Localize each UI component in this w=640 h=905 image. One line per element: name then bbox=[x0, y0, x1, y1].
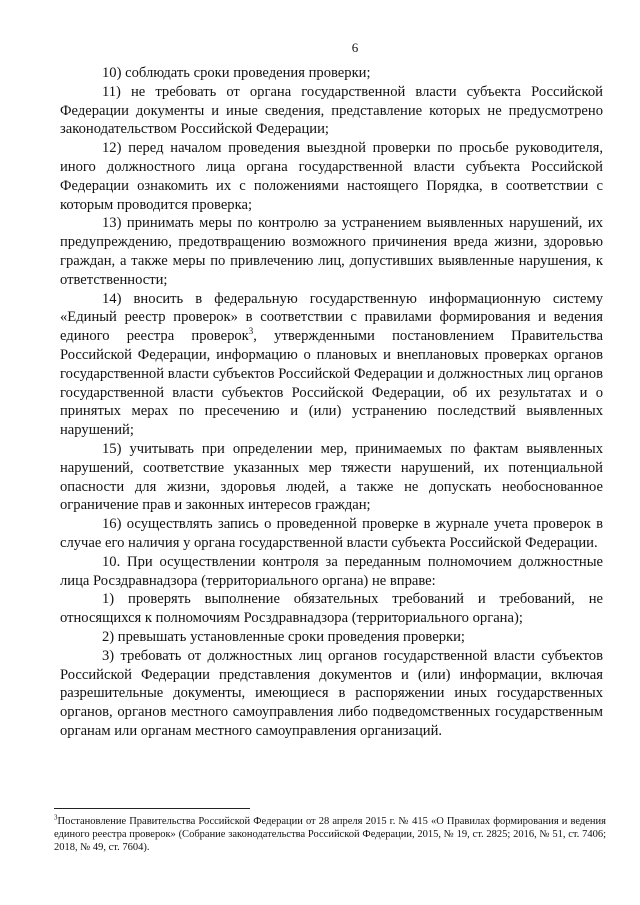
footnote-text: Постановление Правительства Российской Федерации от 28 апреля 2015 г. № 415 «О Правилах формирования и ведения единого реестра проверок» (Собрание законодательства Российской Федерации, 2015, № 19, ст. 2825; 2016, № 51, ст. 7406; 2018, № 49, ст. 7604). bbox=[54, 816, 606, 854]
footnote bbox=[54, 815, 606, 855]
footnote-marker: 3 bbox=[54, 813, 58, 822]
paragraph-item-10: 10) соблюдать сроки проведения проверки; bbox=[102, 65, 371, 81]
paragraph-item-14-part-2: , утвержденными постановлением Правительства Российской Федерации, информацию о плановых и внеплановых проверках органов государственной власти субъектов Российской Федерации и должностных лиц органов государственной власти субъектов Российской Федерации, об их результатах и о принятых мерах по пресечению и (или) устранению последствий выявленных нарушений; bbox=[60, 328, 603, 439]
paragraph-item-12: 12) перед началом проведения выездной проверки по просьбе руководителя, иного должностного лица органа государственной власти субъекта Российской Федерации ознакомить их с положениями настоящего Порядка, в соответствии с которым проводится проверка; bbox=[60, 140, 603, 213]
paragraph-prohibition-2: 2) превышать установленные сроки проведения проверки; bbox=[102, 628, 465, 645]
paragraph-item-13: 13) принимать меры по контролю за устранением выявленных нарушений, их предупреждению, предотвращению возможного причинения вреда жизни, здоровью граждан, а также меры по привлечению лиц, допустивших выявленные нарушения, к ответственности; bbox=[60, 215, 603, 288]
footnote-divider bbox=[54, 808, 250, 809]
paragraph-item-14-part-1: 14) вносить в федеральную государственную информационную систему «Единый реестр проверок» в соответствии с правилами формирования и ведения единого реестра проверок bbox=[60, 290, 603, 345]
page-number: 6 bbox=[351, 40, 359, 55]
footnote-reference: 3 bbox=[248, 326, 254, 337]
paragraph-item-16: 16) осуществлять запись о проведенной проверке в журнале учета проверок в случае его наличия у органа государственной власти субъекта Российской Федерации. bbox=[60, 516, 603, 551]
paragraph-prohibition-3: 3) требовать от должностных лиц органов государственной власти субъектов Российской Федерации представления документов и (или) информации, включая разрешительные документы, имеющиеся в распоряжении иных государственных органов, органов местного самоуправления либо подведомственных государственным органам или органам местного самоуправления организаций. bbox=[60, 647, 603, 739]
paragraph-item-11: 11) не требовать от органа государственной власти субъекта Российской Федерации документы и иные сведения, представление которых не предусмотрено законодательством Российской Федерации; bbox=[60, 83, 603, 138]
paragraph-item-14 bbox=[60, 290, 603, 440]
paragraph-prohibition-1: 1) проверять выполнение обязательных требований и требований, не относящихся к полномочиям Росздравнадзора (территориального органа); bbox=[60, 591, 603, 627]
paragraph-section-10: 10. При осуществлении контроля за переданным полномочием должностные лица Росздравнадзора (территориального органа) не вправе: bbox=[60, 553, 603, 589]
paragraph-item-15: 15) учитывать при определении мер, принимаемых по фактам выявленных нарушений, соответствие указанных мер тяжести нарушений, их потенциальной опасности для жизни, здоровья людей, а также не допускать необоснованное ограничение прав и законных интересов граждан; bbox=[60, 440, 603, 514]
document-body bbox=[60, 64, 603, 741]
